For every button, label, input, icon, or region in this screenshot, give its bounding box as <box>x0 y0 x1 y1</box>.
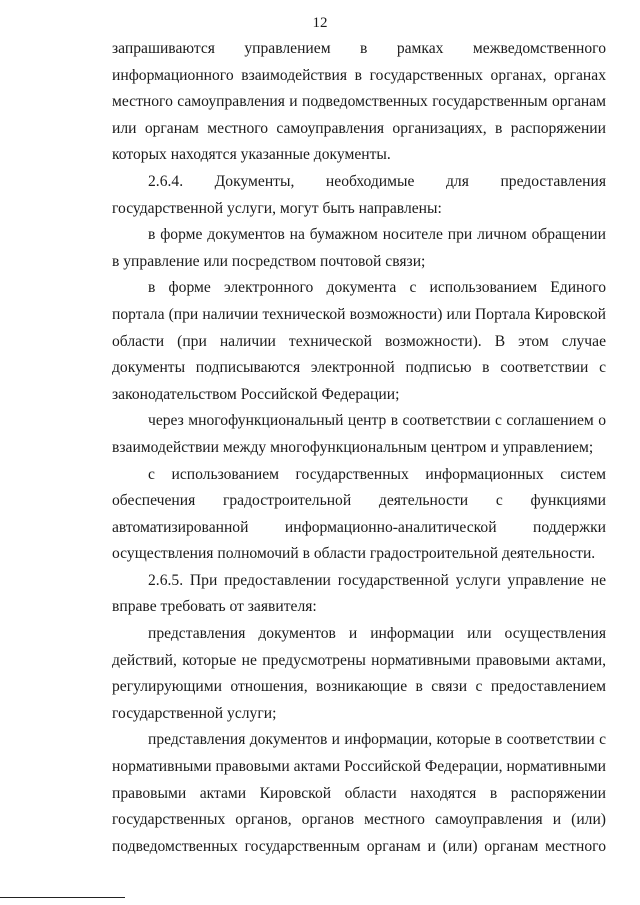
paragraph-continuation: запрашиваются управлением в рамках межведомственного информационного взаимодействия в государственных органах, органах местного самоуправления и подведомственных государственным органам или органам местного самоуправления организациях, в распоряжении которых находятся указанные документы. <box>112 40 606 164</box>
paragraph-actions: представления документов и информации или осуществления действий, которые не предусмотрены нормативными правовыми актами, регулирующими отношения, возникающие в связи с предоставлением государственной услуги; <box>112 625 606 722</box>
document-body <box>112 36 606 860</box>
paragraph-paper-form: в форме документов на бумажном носителе при личном обращении в управление или посредством почтовой связи; <box>112 226 606 270</box>
paragraph-2-6-4: 2.6.4. Документы, необходимые для предоставления государственной услуги, могут быть направлены: <box>112 172 606 217</box>
footer-rule <box>0 897 125 898</box>
paragraph-information-systems: с использованием государственных информационных систем обеспечения градостроительной деятельности с функциями автоматизированной информационно-аналитической поддержки осуществления полномочий в области градостроительной деятельности. <box>112 465 606 563</box>
page-number: 12 <box>312 15 328 31</box>
paragraph-electronic-form: в форме электронного документа с использованием Единого портала (при наличии технической возможности) или Портала Кировской области (при наличии технической возможности). В этом случае документы подписываются электронной подписью в соответствии с законодательством Российской Федерации; <box>112 279 606 403</box>
paragraph-2-6-5: 2.6.5. При предоставлении государственной услуги управление не вправе требовать от заявителя: <box>112 571 606 616</box>
paragraph-documents-information: представления документов и информации, которые в соответствии с нормативными правовыми актами Российской Федерации, нормативными правовыми актами Кировской области находятся в распоряжении государственных органов, органов местного самоуправления и (или) подведомственных государственным органам и (или) органам местного <box>112 731 606 855</box>
paragraph-mfc: через многофункциональный центр в соответствии с соглашением о взаимодействии между многофункциональным центром и управлением; <box>112 412 606 456</box>
